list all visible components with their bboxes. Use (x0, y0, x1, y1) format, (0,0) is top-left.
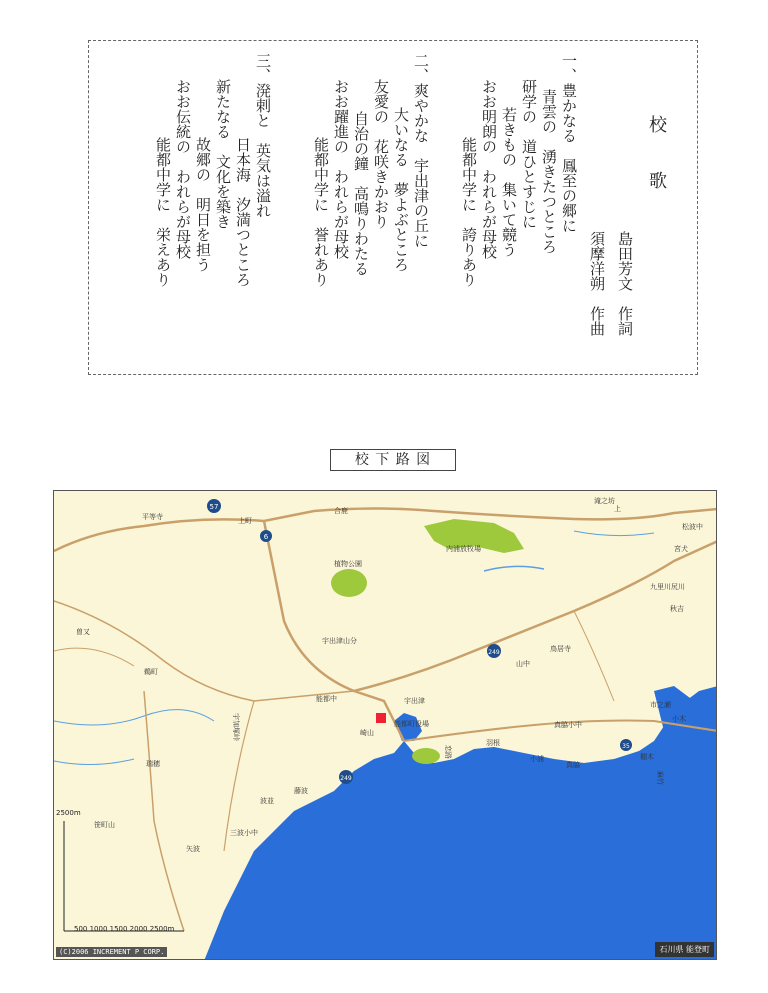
place-label: 麻竹 (656, 771, 664, 785)
place-label: 小浦 (530, 755, 544, 763)
verse-3-number: 三、 (254, 53, 272, 83)
school-marker (376, 713, 386, 723)
river-2 (54, 710, 214, 725)
place-label: 宇加塚峠 (232, 713, 240, 741)
scale-label-horizontal: 500 1000 1500 2000 2500m (74, 925, 175, 933)
school-song-box (88, 40, 698, 375)
map-region-label: 石川県 能登町 (655, 942, 714, 957)
place-label: 曽又 (76, 628, 90, 636)
place-label: 恋路 (444, 745, 452, 759)
verse-2-line-5: おお躍進の われらが母校 (332, 79, 350, 259)
place-label: 鵜町 (144, 668, 158, 676)
place-label: 宇出津山分 (322, 637, 357, 645)
place-label: 笹町山 (94, 821, 115, 829)
verse-1-line-6: 能都中学に 誇りあり (460, 137, 478, 287)
svg-text:6: 6 (263, 533, 269, 541)
place-label: 市之瀬 (650, 701, 671, 709)
verse-3-line-4: 故郷の 明日を担う (194, 137, 212, 272)
place-label: 能都町役場 (394, 720, 429, 728)
verse-2-line-1: 二、爽やかな 宇出津の丘に (412, 53, 430, 248)
river-1 (484, 566, 544, 571)
verse-1-line-4: 若きもの 集いて競う (500, 107, 518, 257)
place-label: 山中 (516, 660, 530, 668)
botanical-park (331, 569, 367, 597)
road-southwest (144, 691, 184, 931)
place-label: 内浦放牧場 (446, 545, 481, 553)
song-title: 校 歌 (646, 115, 667, 199)
road-minor-2 (574, 611, 614, 701)
route-badge-249-south (339, 770, 353, 784)
place-label: 矢波 (186, 845, 200, 853)
verse-1-number: 一、 (560, 53, 578, 83)
river-4 (574, 531, 654, 536)
route-badge-35 (620, 739, 632, 751)
place-label: 真脇 (566, 761, 580, 769)
map-title: 校 下 路 図 (330, 449, 456, 471)
road-coastal (354, 541, 717, 691)
svg-text:249: 249 (340, 775, 352, 782)
place-label: 滝之坊 (594, 497, 615, 505)
place-label: 松波中 (682, 523, 703, 531)
road-minor-1 (54, 648, 134, 666)
place-label: 合鹿 (334, 507, 348, 515)
route-badge-249 (487, 644, 501, 658)
svg-text:35: 35 (622, 743, 630, 750)
verse-2-line-3: 友愛の 花咲きかおり (372, 79, 390, 229)
verse-1-line-5: おお明朗の われらが母校 (480, 79, 498, 259)
route-badge-6 (260, 530, 272, 542)
shore-park (412, 748, 440, 764)
verse-3-line-3: 新たなる 文化を築き (214, 79, 232, 229)
composer-credit: 須摩洋朔 作曲 (588, 231, 606, 336)
river-3 (54, 759, 134, 765)
place-label: 植物公園 (334, 560, 362, 568)
place-label: 鳥居寺 (550, 645, 571, 653)
map-copyright: (C)2006 INCREMENT P CORP. (56, 947, 167, 957)
place-label: 崎山 (360, 729, 374, 737)
scale-label-vertical: 2500m (56, 809, 81, 817)
svg-text:57: 57 (209, 503, 219, 511)
verse-1-line-2: 青雲の 湧きたつところ (540, 89, 558, 254)
place-label: 三波小中 (230, 829, 258, 837)
road-north-south (264, 521, 404, 741)
place-label: 藤波 (294, 787, 308, 795)
verse-1-line-1: 一、豊かなる 鳳至の郷に (560, 53, 578, 233)
verse-3-line-5: おお伝統の われらが母校 (174, 79, 192, 259)
place-label: 九里川尻川 (650, 583, 685, 591)
verse-3-line-6: 能都中学に 栄えあり (154, 137, 172, 287)
svg-text:249: 249 (488, 649, 500, 656)
verse-2-number: 二、 (412, 53, 430, 83)
place-label: 小木 (672, 715, 686, 723)
verse-3-line-1: 三、溌剌と 英気は溢れ (254, 53, 272, 218)
place-label: 上 (614, 505, 621, 513)
map-graphic (54, 491, 717, 960)
place-label: 平等寺 (142, 513, 163, 521)
place-label: 瑞穂 (146, 760, 160, 768)
place-label: 秋吉 (670, 605, 684, 613)
verse-2-line-4: 自治の鐘 高鳴りわたる (352, 111, 370, 276)
route-badge-57 (207, 499, 221, 513)
road-main-west (54, 509, 434, 552)
verse-3-line-2: 日本海 汐満つところ (234, 137, 252, 287)
verse-2-line-6: 能都中学に 誉れあり (312, 137, 330, 287)
place-label: 真脇小中 (554, 721, 582, 729)
place-label: 宇出津 (404, 697, 425, 705)
place-label: 能都中 (316, 695, 337, 703)
lyricist-credit: 島田芳文 作詞 (616, 231, 634, 336)
place-label: 棚木 (640, 753, 654, 761)
place-label: 波並 (260, 797, 274, 805)
place-label: 上町 (238, 517, 252, 525)
verse-2-line-2: 大いなる 夢よぶところ (392, 107, 410, 272)
verse-1-line-3: 研学の 道ひとすじに (520, 79, 538, 229)
place-label: 宮犬 (674, 545, 688, 553)
sea-area (204, 686, 717, 960)
route-map (53, 490, 717, 960)
place-label: 羽根 (486, 739, 500, 747)
road-main-east (434, 509, 717, 519)
